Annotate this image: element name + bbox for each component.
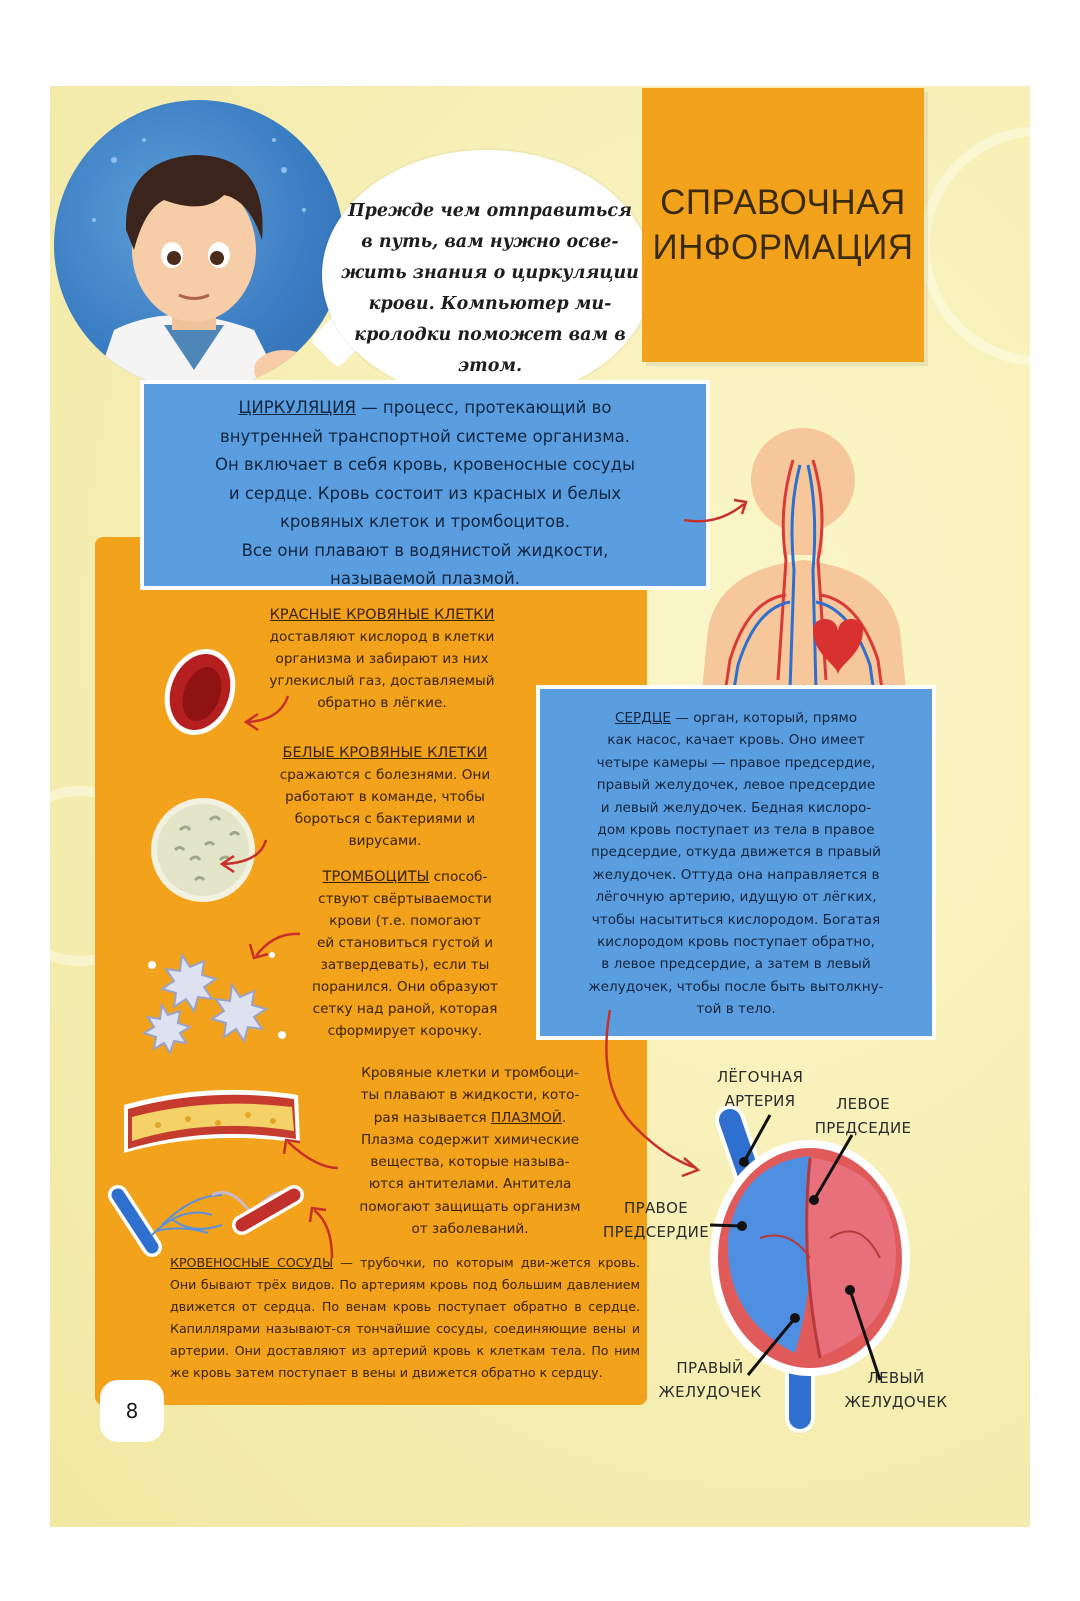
- term-plasma: ПЛАЗМОЙ: [490, 1109, 562, 1126]
- term-circulation: ЦИРКУЛЯЦИЯ: [238, 398, 356, 417]
- plasma-text: Кровяные клетки и тромбоци- ты плавают в жидкости, кото- рая называется ПЛАЗМОЙ. Плазма содержит химические вещества, которые называ- ются антителами. Антитела помогают защищать организм от заболеваний.: [359, 1065, 581, 1238]
- title-box: [642, 88, 924, 362]
- red-cells-text: КРАСНЫЕ КРОВЯНЫЕ КЛЕТКИ доставляют кислород в клетки организма и забирают из них углекислый газ, доставляемый обратно в лёгкие.: [242, 604, 522, 714]
- label-left-atrium: ЛЕВОЕ ПРЕДСЕДИЕ: [814, 1095, 912, 1137]
- boy-illustration: [54, 100, 344, 390]
- arrow-vessels: [300, 1200, 350, 1260]
- arrow-intro-to-body: [682, 490, 762, 530]
- white-cells-text: БЕЛЫЕ КРОВЯНЫЕ КЛЕТКИ сражаются с болезнями. Они работают в команде, чтобы бороться с бактериями и вирусами.: [255, 742, 515, 852]
- blood-vessels-text: КРОВЕНОСНЫЕ СОСУДЫ — трубочки, по которым дви-жется кровь. Они бывают трёх видов. По артериям кровь под большим давлением движется от сердца. По венам кровь поступает обратно в сердце. Капиллярами называют-ся тончайшие сосуды, соединяющие вены и артерии. Они доставляют из артерий кровь к клеткам тела. По ним же кровь затем поступает в вены и движется обратно к сердцу.: [170, 1255, 640, 1380]
- arrow-white-cell: [214, 836, 274, 876]
- arrow-plasma: [276, 1128, 346, 1178]
- page-number: 8: [100, 1380, 164, 1442]
- label-pulmonary-artery: ЛЁГОЧНАЯ АРТЕРИЯ: [716, 1068, 804, 1110]
- white-cells-heading: БЕЛЫЕ КРОВЯНЫЕ КЛЕТКИ: [282, 745, 488, 761]
- speech-text: Прежде чем отправиться в путь, вам нужно осве- жить знания о циркуляции крови. Компьютер ми- кролодки поможет вам в этом.: [341, 201, 639, 376]
- label-left-ventricle: ЛЕВЫЙ ЖЕЛУДОЧЕК: [844, 1369, 948, 1411]
- term-heart: СЕРДЦЕ: [614, 710, 671, 726]
- platelets-text: ТРОМБОЦИТЫ способ- ствуют свёртываемости крови (т.е. помогают ей становиться густой и затвердевать), если ты поранился. Они образуют сетку над раной, которая сформирует корочку.: [312, 869, 498, 1039]
- platelets-heading: ТРОМБОЦИТЫ: [322, 869, 430, 885]
- heart-definition-box: СЕРДЦЕ — орган, который, прямо как насос, качает кровь. Оно имеет четыре камеры — правое предсердие, правый желудочек, левое предсердие и левый желудочек. Бедная кислоро- дом кровь поступает из тела в правое предсердие, откуда движется в правый желудочек. Оттуда она направляется в лёгочную артерию, идущую от лёгких, чтобы насытиться кислородом. Богатая кислородом кровь поступает обратно, в левое предсердие, а затем в левый желудочек, чтобы после быть вытолкну- той в тело.: [536, 685, 936, 1040]
- label-right-atrium: ПРАВОЕ ПРЕДСЕРДИЕ: [603, 1199, 709, 1241]
- red-blood-cell-image: [150, 640, 250, 740]
- page-title: СПРАВОЧНАЯ ИНФОРМАЦИЯ: [652, 183, 914, 267]
- label-right-ventricle: ПРАВЫЙ ЖЕЛУДОЧЕК: [658, 1359, 762, 1401]
- decorative-ring: [920, 126, 1030, 366]
- circulation-definition-box: ЦИРКУЛЯЦИЯ — процесс, протекающий во внутренней транспортной системе организма. Он включает в себя кровь, кровеносные сосуды и сердце. Кровь состоит из красных и белых кровяных клеток и тромбоцитов. Все они плавают в водянистой жидкости, называемой плазмой.: [140, 380, 710, 590]
- character-portrait: [54, 100, 344, 390]
- arrow-red-cell: [240, 694, 300, 734]
- term-blood-vessels: КРОВЕНОСНЫЕ СОСУДЫ: [170, 1255, 334, 1270]
- arrow-platelets: [244, 928, 304, 968]
- red-cells-heading: КРАСНЫЕ КРОВЯНЫЕ КЛЕТКИ: [269, 607, 495, 623]
